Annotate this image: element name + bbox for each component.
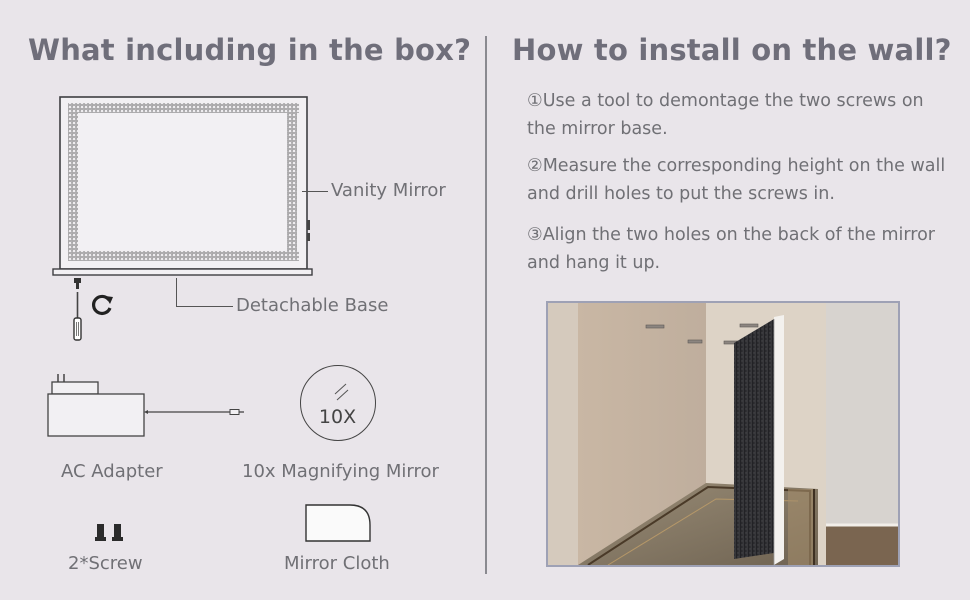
base-leader-vertical <box>176 278 177 307</box>
magnifier-badge: 10X <box>318 406 357 428</box>
box-contents-heading: What including in the box? <box>28 33 472 67</box>
ac-adapter-icon <box>44 368 249 440</box>
install-step-3: ③Align the two holes on the back of the mirror and hang it up. <box>527 225 935 273</box>
vanity-mirror-label: Vanity Mirror <box>331 180 446 201</box>
column-divider <box>485 36 487 574</box>
vanity-mirror-leader <box>302 191 328 192</box>
led-mirror-icon <box>50 95 325 280</box>
screwdriver-icon <box>68 278 88 344</box>
detachable-base-label: Detachable Base <box>236 295 389 316</box>
installation-photo <box>546 301 900 567</box>
screw-label: 2*Screw <box>68 553 143 574</box>
magnifier-icon <box>300 365 376 441</box>
install-heading: How to install on the wall? <box>512 33 952 67</box>
screw-icon <box>95 524 125 542</box>
rotate-icon <box>89 292 115 318</box>
install-step-1: ①Use a tool to demontage the two screws on the mirror base. <box>527 91 924 139</box>
magnifying-mirror-label: 10x Magnifying Mirror <box>242 461 439 482</box>
cloth-icon <box>304 503 372 543</box>
mirror-cloth-label: Mirror Cloth <box>284 553 390 574</box>
ac-adapter-label: AC Adapter <box>61 461 163 482</box>
install-step-2: ②Measure the corresponding height on the wall and drill holes to put the screws in. <box>527 156 946 204</box>
base-leader-horizontal <box>176 306 233 307</box>
